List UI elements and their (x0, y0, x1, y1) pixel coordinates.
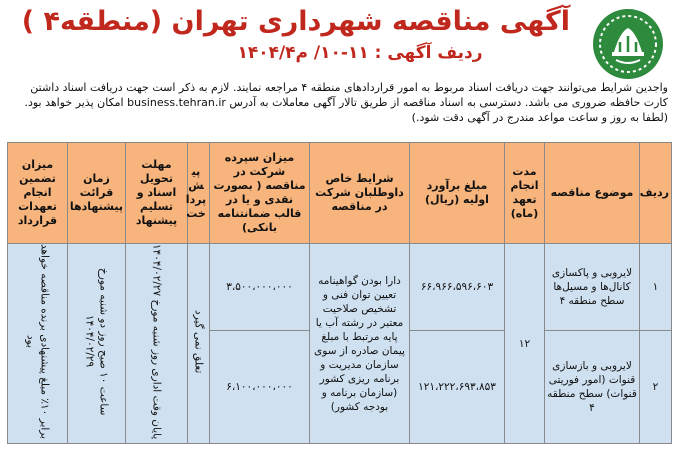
table-header-row (8, 143, 672, 244)
duration-cell: ۱۲ (505, 244, 545, 444)
page-title: آگهی مناقصه شهرداری تهران (منطقه۴ ) (21, 6, 570, 37)
row-no-cell: ۲ (640, 330, 672, 443)
performance-guarantee-cell: برابر ۱۰٪ مبلغ پیشنهادی برنده مناقصه خواهد بود (8, 244, 68, 444)
intro-line-2: کارت حافظه ضروری می باشد. دسترسی به اسناد مناقصه از طریق تالار آگهی معاملات به آدرس business.tehran.ir امکان پذیر خواهد بود. (24, 96, 668, 109)
estimate-cell: ۶۶،۹۶۶،۵۹۶،۶۰۳ (410, 244, 505, 331)
deposit-cell: ۶،۱۰۰،۰۰۰،۰۰۰ (210, 330, 310, 443)
header-performance-guarantee: میزان تضمین انجام تعهدات قرارداد (8, 143, 68, 244)
header-prepayment: پیش پرداخت (188, 143, 210, 244)
conditions-cell: دارا بودن گواهینامه تعیین توان فنی و تشخیص صلاحیت معتبر در رشته آب یا پایه مرتبط با مبلغ پیمان صادره از سوی سازمان مدیریت و برنامه ریزی کشور (سازمان برنامه و بودجه کشور) (310, 244, 410, 444)
submission-deadline-cell: پایان وقت اداری روز شنبه مورخ ۱۴۰۴/۰۲/۲۷ (126, 244, 188, 444)
tehran-municipality-logo-icon (590, 6, 666, 82)
intro-text (8, 80, 668, 125)
header-opening-time: زمان قرائت پیشنهادها (68, 143, 126, 244)
subject-cell: لایروبی و بازسازی قنوات (امور فوریتی قنوات) سطح منطقه ۴ (545, 330, 640, 443)
header-row-no: ردیف (640, 143, 672, 244)
deposit-cell: ۳،۵۰۰،۰۰۰،۰۰۰ (210, 244, 310, 331)
intro-line-1: واجدین شرایط می‌توانند جهت دریافت اسناد مربوط به امور قراردادهای منطقه ۴ مراجعه نمایند. لازم به ذکر است جهت دریافت اسناد داشتن (30, 81, 668, 94)
table-row (8, 244, 672, 331)
intro-line-3: (لطفا به روز و ساعت مواعد مندرج در آگهی دقت شود.) (411, 111, 668, 124)
header-conditions: شرایط خاص داوطلبان شرکت در مناقصه (310, 143, 410, 244)
estimate-cell: ۱۲۱،۲۲۲،۶۹۳،۸۵۳ (410, 330, 505, 443)
ad-row-number: ردیف آگهی : ۱۱-۱۰/ م۱۴۰۴/۴ (237, 43, 483, 63)
header-subject: موضوع مناقصه (545, 143, 640, 244)
row-no-cell: ۱ (640, 244, 672, 331)
header-deposit: میزان سپرده شرکت در مناقصه ( بصورت نقدی و یا در قالب ضمانتنامه بانکی) (210, 143, 310, 244)
subject-cell: لایروبی و پاکسازی کانال‌ها و مسیل‌ها سطح منطقه ۴ (545, 244, 640, 331)
header-estimate: مبلغ برآورد اولیه (ریال) (410, 143, 505, 244)
prepayment-cell: تعلق نمی گیرد (188, 244, 210, 444)
tender-table (7, 142, 672, 444)
header-submission-deadline: مهلت تحویل اسناد و تسلیم پیشنهاد (126, 143, 188, 244)
header-duration: مدت انجام تعهد (ماه) (505, 143, 545, 244)
opening-time-cell: ساعت ۱۰ صبح روز دو شنبه مورخ ۱۴۰۴/۰۲/۲۹ (68, 244, 126, 444)
